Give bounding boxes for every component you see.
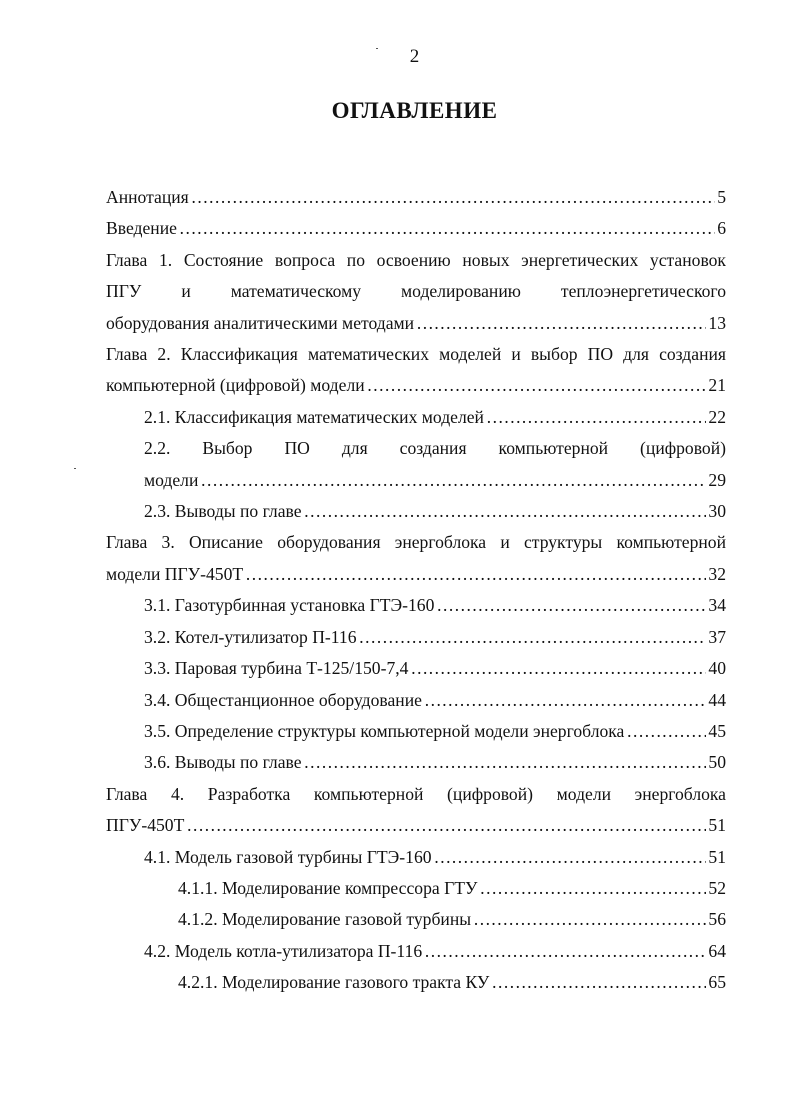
toc-entry-text: 2.1. Классификация математических моделей (144, 406, 484, 427)
leader-dots (473, 904, 706, 935)
toc-entry-text: 3.2. Котел-утилизатор П-116 (144, 626, 357, 647)
leader-dots (486, 402, 706, 433)
toc-entry-section-2-3[interactable] (144, 496, 726, 527)
toc-entry-text-line: Глава 2. Классификация математических моделей и выбор ПО для создания (106, 344, 726, 365)
toc-entry-text: 3.4. Общестанционное оборудование (144, 689, 422, 710)
toc-entry-section-3-5[interactable] (144, 716, 726, 747)
leader-dots (424, 685, 706, 716)
toc-entry-text: 3.5. Определение структуры компьютерной модели энергоблока (144, 720, 625, 741)
toc-page-number: 32 (708, 563, 726, 584)
toc-entry-text-line: Глава 3. Описание оборудования энергоблока и структуры компьютерной (106, 532, 726, 553)
toc-entry-text: Введение (106, 218, 177, 239)
toc-entry-chapter-4[interactable] (106, 779, 726, 842)
toc-entry-text-line: 2.2. Выбор ПО для создания компьютерной (цифровой) (144, 438, 726, 459)
toc-page-number: 5 (717, 187, 726, 207)
toc-page-number: 21 (708, 375, 726, 396)
toc-entry-text: 4.1.1. Моделирование компрессора ГТУ (178, 877, 478, 898)
toc-entry-text: компьютерной (цифровой) модели (106, 375, 365, 396)
toc-page-number: 44 (708, 689, 726, 710)
toc-entry-text: Аннотация (106, 187, 189, 207)
toc-entry-section-4-1-1[interactable] (178, 873, 726, 904)
toc-entry-section-3-3[interactable] (144, 653, 726, 684)
toc-entry-section-3-4[interactable] (144, 685, 726, 716)
toc-entry-section-4-1[interactable] (144, 842, 726, 873)
toc-entry-text: 4.2.1. Моделирование газового тракта КУ (178, 972, 490, 993)
leader-dots (191, 182, 715, 213)
toc-entry-text: 3.6. Выводы по главе (144, 752, 302, 773)
leader-dots (245, 559, 706, 590)
leader-dots (200, 465, 706, 496)
toc-page-number: 45 (708, 720, 726, 741)
toc-page-number: 52 (708, 877, 726, 898)
leader-dots (410, 653, 706, 684)
leader-dots (186, 810, 706, 841)
toc-entry-chapter-2[interactable] (106, 339, 726, 402)
page-title: ОГЛАВЛЕНИЕ (331, 98, 498, 123)
toc-entry-chapter-3[interactable] (106, 527, 726, 590)
scan-speck (376, 48, 378, 49)
leader-dots (491, 967, 706, 998)
toc-entry-text: 4.2. Модель котла-утилизатора П-116 (144, 940, 423, 961)
toc-entry-text: ПГУ-450Т (106, 815, 185, 836)
toc-entry-chapter-1[interactable] (106, 245, 726, 339)
toc-page-number: 64 (708, 940, 726, 961)
toc-page-number: 13 (708, 312, 726, 333)
toc-page-number: 51 (708, 815, 726, 836)
leader-dots (434, 842, 707, 873)
toc-entry-text: оборудования аналитическими методами (106, 312, 415, 333)
leader-dots (416, 308, 706, 339)
scan-speck (74, 468, 76, 469)
toc-page-number: 56 (708, 909, 726, 930)
toc-entry-section-2-1[interactable] (144, 402, 726, 433)
toc-page-number: 51 (708, 846, 726, 867)
toc-page-number: 65 (708, 972, 726, 993)
toc-page-number: 34 (708, 595, 726, 616)
toc-page-number: 37 (708, 626, 726, 647)
toc-entry-text-line: Глава 1. Состояние вопроса по освоению новых энергетических установок (106, 249, 726, 270)
toc-entry-text: 2.3. Выводы по главе (144, 501, 302, 522)
table-of-contents (106, 182, 726, 999)
toc-entry-introduction[interactable] (106, 213, 726, 244)
toc-entry-text-line: ПГУ и математическому моделированию теплоэнергетического (106, 281, 726, 302)
leader-dots (626, 716, 706, 747)
toc-page-number: 22 (708, 406, 726, 427)
toc-entry-section-3-6[interactable] (144, 747, 726, 778)
leader-dots (179, 213, 715, 244)
leader-dots (436, 590, 706, 621)
toc-entry-text-line: Глава 4. Разработка компьютерной (цифровой) модели энергоблока (106, 783, 726, 804)
toc-entry-section-3-1[interactable] (144, 590, 726, 621)
toc-entry-text: модели (144, 469, 199, 490)
leader-dots (304, 496, 707, 527)
toc-entry-section-2-2[interactable] (106, 433, 726, 496)
toc-entry-text: 3.3. Паровая турбина Т-125/150-7,4 (144, 658, 409, 679)
toc-page-number: 30 (708, 501, 726, 522)
leader-dots (479, 873, 706, 904)
toc-entry-text: 3.1. Газотурбинная установка ГТЭ-160 (144, 595, 435, 616)
toc-entry-text: 4.1. Модель газовой турбины ГТЭ-160 (144, 846, 432, 867)
toc-page-number: 40 (708, 658, 726, 679)
toc-entry-text: 4.1.2. Моделирование газовой турбины (178, 909, 472, 930)
leader-dots (424, 936, 706, 967)
toc-entry-annotation[interactable] (106, 182, 726, 213)
toc-entry-section-4-2-1[interactable] (178, 967, 726, 998)
toc-page-number: 50 (708, 752, 726, 773)
toc-entry-section-4-1-2[interactable] (178, 904, 726, 935)
leader-dots (367, 370, 707, 401)
toc-page-number: 6 (717, 218, 726, 239)
toc-entry-section-4-2[interactable] (144, 936, 726, 967)
page-number: 2 (409, 46, 420, 67)
toc-page-number: 29 (708, 469, 726, 490)
toc-entry-text: модели ПГУ-450Т (106, 563, 244, 584)
leader-dots (304, 747, 707, 778)
toc-entry-section-3-2[interactable] (144, 622, 726, 653)
leader-dots (359, 622, 707, 653)
